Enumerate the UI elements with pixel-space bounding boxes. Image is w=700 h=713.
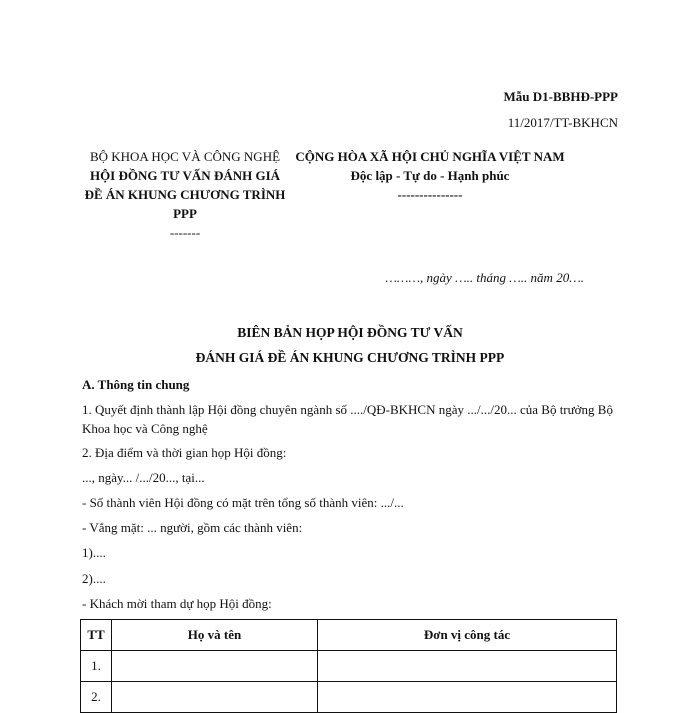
- table-cell-organization: [318, 651, 617, 682]
- header-tt: TT: [81, 620, 112, 651]
- table-cell-tt: 2.: [81, 682, 112, 713]
- left-separator: -------: [169, 225, 201, 240]
- council-name: HỘI ĐỒNG TƯ VẤN ĐÁNH GIÁ ĐỀ ÁN KHUNG CHƯƠNG TRÌNH PPP: [84, 168, 286, 221]
- ministry-name: BỘ KHOA HỌC VÀ CÔNG NGHỆ: [89, 149, 281, 164]
- venue-time-detail: ..., ngày... /.../20..., tại...: [82, 470, 205, 485]
- national-header: [280, 147, 580, 204]
- members-present-line: - Số thành viên Hội đồng có mặt trên tổng số thành viên: .../...: [82, 495, 404, 510]
- guest-table: [80, 619, 617, 713]
- date-line: ………, ngày ….. tháng ….. năm 20….: [385, 270, 584, 285]
- circular-number: 11/2017/TT-BKHCN: [507, 115, 618, 130]
- header-name: Họ và tên: [112, 620, 318, 651]
- section-a-heading: A. Thông tin chung: [82, 377, 190, 392]
- decision-item: 1. Quyết định thành lập Hội đồng chuyên ngành số ..../QĐ-BKHCN ngày .../.../20... của Bộ trưởng Bộ Khoa học và Công nghệ: [82, 402, 613, 436]
- country-name: CỘNG HÒA XÃ HỘI CHỦ NGHĨA VIỆT NAM: [295, 149, 565, 164]
- document-title-line-1: BIÊN BẢN HỌP HỘI ĐỒNG TƯ VẤN: [237, 325, 463, 340]
- table-cell-organization: [318, 682, 617, 713]
- document-title-line-2: ĐÁNH GIÁ ĐỀ ÁN KHUNG CHƯƠNG TRÌNH PPP: [195, 350, 505, 365]
- table-header-row: [81, 620, 617, 651]
- table-row: [81, 682, 617, 713]
- absent-line: - Vắng mặt: ... người, gồm các thành viên:: [82, 520, 303, 535]
- venue-time-item: 2. Địa điểm và thời gian họp Hội đồng:: [82, 445, 287, 460]
- table-cell-tt: 1.: [81, 651, 112, 682]
- header-organization: Đơn vị công tác: [318, 620, 617, 651]
- right-separator: ---------------: [397, 187, 463, 202]
- table-cell-name: [112, 651, 318, 682]
- guests-line: - Khách mời tham dự họp Hội đồng:: [82, 596, 272, 611]
- table-cell-name: [112, 682, 318, 713]
- form-code: Mẫu D1-BBHĐ-PPP: [503, 89, 618, 104]
- absent-entry-2: 2)....: [82, 571, 106, 586]
- national-motto: Độc lập - Tự do - Hạnh phúc: [350, 168, 510, 183]
- issuing-body-header: [80, 147, 290, 242]
- table-row: [81, 651, 617, 682]
- absent-entry-1: 1)....: [82, 545, 106, 560]
